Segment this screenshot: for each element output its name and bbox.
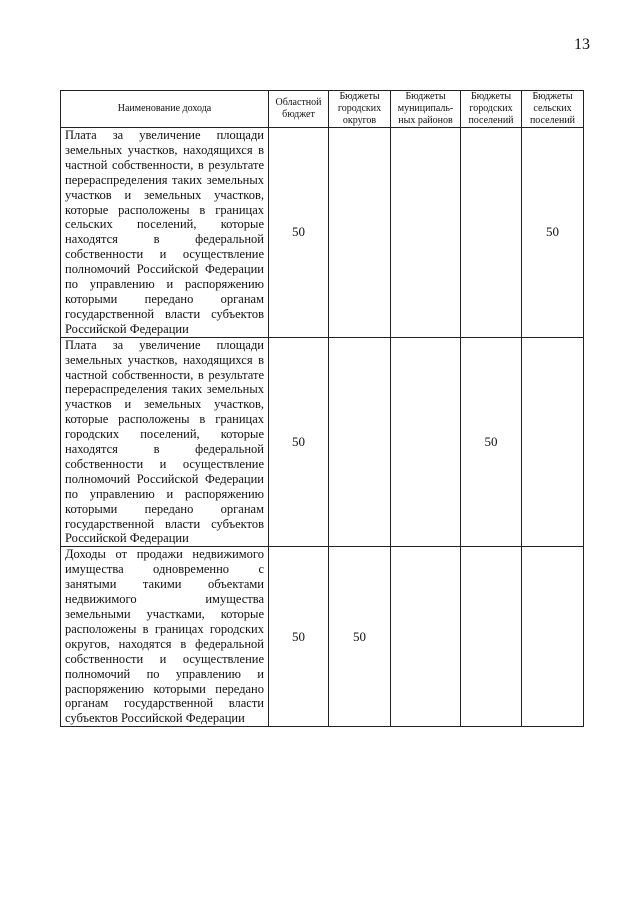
header-town-settlements-budget: Бюджеты городских поселений [461,91,522,128]
urban-districts-share-cell [329,337,391,547]
municipal-districts-share-cell [391,337,461,547]
revenue-name-cell: Доходы от продажи недвижимого имущества одновременно с занятыми такими объектами недвижимого имущества земельными участками, которые расположены в границах городских округов, находятся в федеральной собственности и осуществление полномочий по управлению и распоряжению которыми передано органам государственной власти субъектов Российской Федерации [61,547,269,727]
town-settlements-share-cell: 50 [461,337,522,547]
header-municipal-districts-budget: Бюджеты муниципаль-ных районов [391,91,461,128]
urban-districts-share-cell: 50 [329,547,391,727]
regional-share-cell: 50 [269,128,329,338]
revenue-distribution-table [60,90,584,727]
header-revenue-name: Наименование дохода [61,91,269,128]
rural-settlements-share-cell: 50 [522,128,584,338]
town-settlements-share-cell [461,547,522,727]
municipal-districts-share-cell [391,128,461,338]
town-settlements-share-cell [461,128,522,338]
header-rural-settlements-budget: Бюджеты сельских поселений [522,91,584,128]
revenue-name-cell: Плата за увеличение площади земельных участков, находящихся в частной собственности, в результате перераспределения таких земельных участков и земельных участков, которые расположены в границах сельских поселений, которые находятся в федеральной собственности и осуществление полномочий Российской Федерации по управлению и распоряжению которыми передано органам государственной власти субъектов Российской Федерации [61,128,269,338]
regional-share-cell: 50 [269,547,329,727]
header-regional-budget: Областной бюджет [269,91,329,128]
revenue-name-cell: Плата за увеличение площади земельных участков, находящихся в частной собственности, в результате перераспределения таких земельных участков и земельных участков, которые расположены в границах городских поселений, которые находятся в федеральной собственности и осуществление полномочий Российской Федерации по управлению и распоряжению которыми передано органам государственной власти субъектов Российской Федерации [61,337,269,547]
regional-share-cell: 50 [269,337,329,547]
table-header-row [61,91,584,128]
municipal-districts-share-cell [391,547,461,727]
table-row [61,547,584,727]
table-row [61,337,584,547]
rural-settlements-share-cell [522,547,584,727]
rural-settlements-share-cell [522,337,584,547]
header-urban-districts-budget: Бюджеты городских округов [329,91,391,128]
page-number: 13 [574,36,590,53]
table-row [61,128,584,338]
urban-districts-share-cell [329,128,391,338]
